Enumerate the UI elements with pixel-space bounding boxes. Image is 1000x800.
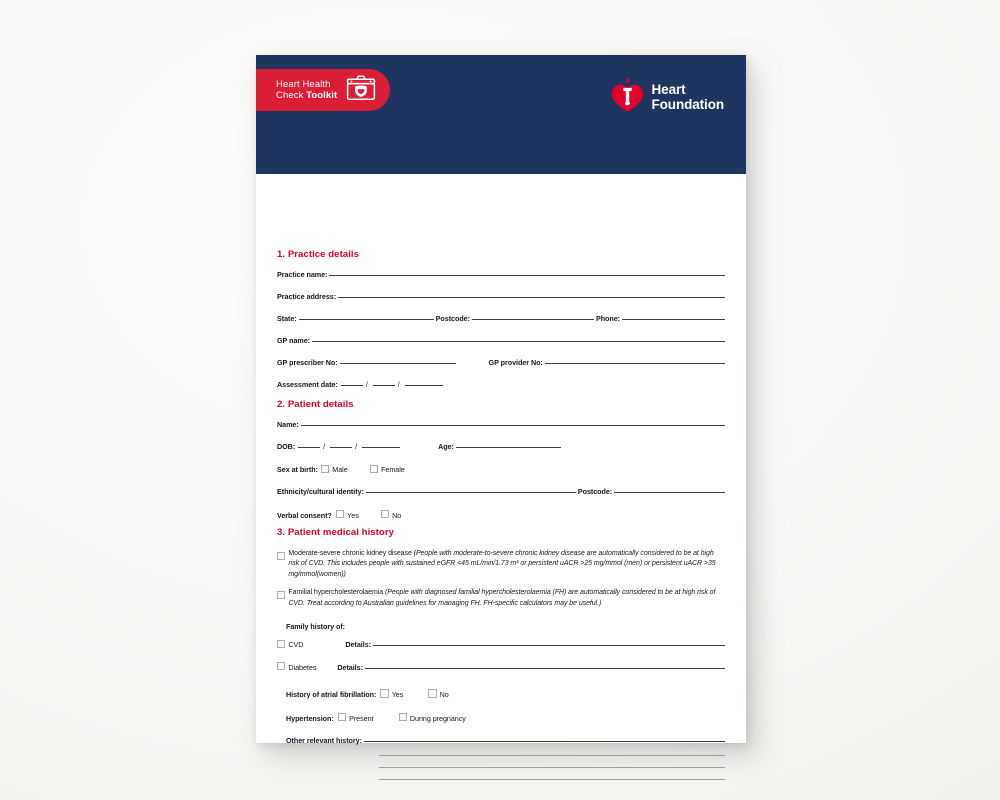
other-history-row-2[interactable]: [277, 756, 725, 757]
fh-label: Familial hypercholesterolaemia: [288, 589, 385, 597]
heart-health-check-toolkit-badge: [256, 69, 390, 111]
field-state-postcode-phone[interactable]: [277, 314, 725, 323]
dob-label: DOB:: [277, 442, 296, 451]
phone-label: Phone:: [595, 314, 621, 323]
sex-option-male-label: Male: [332, 465, 348, 475]
date-separator-1: /: [365, 380, 368, 389]
field-dob-age[interactable]: [277, 442, 725, 451]
checkbox-family-history-cvd[interactable]: [277, 640, 285, 648]
date-separator-2: /: [397, 380, 400, 389]
heart-torch-icon: [610, 77, 645, 118]
gp-name-input[interactable]: [312, 341, 725, 342]
document-page: [256, 55, 746, 743]
toolkit-badge-line2-bold: Toolkit: [306, 90, 338, 101]
consent-option-yes-label: Yes: [347, 510, 359, 520]
patient-name-input[interactable]: [301, 425, 725, 426]
atrial-fib-no-label: No: [439, 690, 449, 700]
patient-postcode-label: Postcode:: [577, 487, 613, 497]
field-practice-address[interactable]: [277, 292, 725, 301]
practice-address-label: Practice address:: [277, 292, 337, 301]
other-history-input-line-1[interactable]: [364, 741, 725, 742]
postcode-label: Postcode:: [435, 314, 470, 323]
verbal-consent-label: Verbal consent?: [277, 510, 332, 520]
hypertension-present-label: Present: [349, 713, 374, 723]
assessment-date-day-input[interactable]: [341, 385, 363, 386]
age-input[interactable]: [456, 447, 561, 448]
checkbox-atrial-fibrillation-yes[interactable]: [380, 689, 388, 697]
practice-address-input[interactable]: [338, 297, 725, 298]
gp-provider-label: GP provider No:: [488, 358, 543, 367]
atrial-fibrillation-label: History of atrial fibrillation:: [286, 690, 377, 700]
dob-separator-2: /: [355, 442, 358, 451]
checkbox-hypertension-present[interactable]: [338, 713, 346, 721]
other-history-input-line-2[interactable]: [379, 755, 725, 756]
assessment-date-month-input[interactable]: [373, 385, 395, 386]
cvd-details-label: Details:: [345, 640, 371, 650]
family-history-group-label: [277, 622, 725, 631]
logo-line1: Heart: [651, 82, 686, 97]
page-title: Heart Health Check risk assessment: [277, 192, 659, 219]
state-input[interactable]: [299, 319, 434, 320]
ethnicity-label: Ethnicity/cultural identity:: [277, 487, 364, 497]
checkbox-sex-male[interactable]: [321, 465, 329, 473]
consent-option-no-label: No: [392, 510, 402, 520]
atrial-fib-yes-label: Yes: [391, 690, 404, 700]
ckd-label: Moderate-severe chronic kidney disease: [288, 550, 414, 557]
fh-note: (People with diagnosed familial hypercholesterolaemia (FH) are automatically considered to be at high risk of CVD. Treat according to Australian guidelines for managing FH. FH-specific calculators may be useful.): [288, 589, 716, 607]
diabetes-details-input[interactable]: [365, 668, 725, 669]
family-history-label: Family history of:: [286, 622, 346, 632]
field-ethnicity-postcode[interactable]: [277, 487, 725, 496]
hypertension-label: Hypertension:: [286, 713, 334, 723]
state-label: State:: [277, 314, 297, 323]
assessment-date-year-input[interactable]: [405, 385, 443, 386]
checkbox-hypertension-during-pregnancy[interactable]: [399, 713, 407, 721]
dob-month-input[interactable]: [330, 447, 352, 448]
other-history-label: Other relevant history:: [286, 735, 362, 745]
toolbox-heart-icon: [346, 75, 376, 106]
practice-name-input[interactable]: [329, 275, 725, 276]
gp-name-label: GP name:: [277, 336, 311, 345]
section-1-heading: 1. Practice details: [277, 249, 360, 260]
sex-at-birth-label: Sex at birth:: [277, 465, 318, 475]
checkbox-consent-no[interactable]: [381, 510, 389, 518]
age-label: Age:: [438, 442, 454, 451]
other-history-row-3[interactable]: [277, 768, 725, 769]
section-2-heading: 2. Patient details: [277, 399, 354, 410]
field-gp-numbers[interactable]: [277, 358, 725, 367]
checkbox-family-history-diabetes[interactable]: [277, 662, 285, 670]
field-verbal-consent[interactable]: [277, 509, 725, 519]
other-history-input-line-3[interactable]: [379, 767, 725, 768]
field-patient-name[interactable]: [277, 420, 725, 429]
heart-foundation-wordmark: [652, 83, 724, 112]
checkbox-sex-female[interactable]: [370, 465, 378, 473]
document-header: [256, 55, 746, 219]
dob-year-input[interactable]: [362, 447, 400, 448]
section-3-heading: 3. Patient medical history: [277, 527, 394, 538]
other-history-input-line-4[interactable]: [379, 779, 725, 780]
sex-option-female-label: Female: [381, 465, 405, 475]
practice-name-label: Practice name:: [277, 270, 328, 279]
field-assessment-date[interactable]: [277, 380, 725, 389]
phone-input[interactable]: [622, 319, 725, 320]
other-history-row-4[interactable]: [277, 780, 725, 781]
history-item-familial-hypercholesterolaemia[interactable]: [277, 588, 725, 609]
field-sex-at-birth[interactable]: [277, 464, 725, 474]
gp-prescriber-label: GP prescriber No:: [277, 358, 338, 367]
checkbox-consent-yes[interactable]: [336, 510, 344, 518]
field-family-history-cvd[interactable]: [277, 639, 725, 649]
heart-foundation-logo: [610, 77, 724, 118]
diabetes-label: Diabetes: [288, 662, 317, 672]
field-hypertension[interactable]: [277, 712, 725, 722]
diabetes-details-label: Details:: [337, 662, 363, 672]
field-other-relevant-history[interactable]: [277, 736, 725, 745]
gp-prescriber-input[interactable]: [340, 363, 456, 364]
section-patient-details: [277, 399, 725, 520]
toolkit-badge-line1: Heart Health: [276, 78, 331, 90]
dob-day-input[interactable]: [298, 447, 320, 448]
toolkit-badge-line2-plain: Check: [276, 90, 307, 101]
field-family-history-diabetes[interactable]: [277, 661, 725, 671]
gp-provider-input[interactable]: [545, 363, 725, 364]
field-atrial-fibrillation[interactable]: [277, 689, 725, 699]
hypertension-during-pregnancy-label: During pregnancy: [409, 713, 466, 723]
field-practice-name[interactable]: [277, 270, 725, 279]
assessment-date-label: Assessment date:: [277, 380, 338, 389]
ckd-note: (People with moderate-to-severe chronic kidney disease are automatically considered to be at high risk of CVD. This includes people with sustained eGFR <45 mL/min/1.73 m² or persistent uACR >25 mg/mmol (men) or persistent uACR >35 mg/mmol(women)): [288, 550, 716, 578]
patient-postcode-input[interactable]: [614, 492, 725, 493]
logo-line2: Foundation: [651, 96, 724, 112]
section-practice-details: [277, 249, 725, 389]
postcode-input[interactable]: [472, 319, 594, 320]
history-item-ckd[interactable]: [277, 549, 725, 580]
patient-name-label: Name:: [277, 420, 299, 429]
toolkit-badge-text: [276, 79, 337, 102]
cvd-details-input[interactable]: [373, 645, 725, 646]
field-gp-name[interactable]: [277, 336, 725, 345]
cvd-label: CVD: [288, 640, 304, 650]
checkbox-familial-hypercholesterolaemia[interactable]: [277, 591, 285, 599]
dob-separator-1: /: [323, 442, 326, 451]
ethnicity-input[interactable]: [366, 492, 576, 493]
checkbox-ckd[interactable]: [277, 552, 285, 560]
checkbox-atrial-fibrillation-no[interactable]: [428, 689, 436, 697]
section-medical-history: [277, 527, 725, 781]
